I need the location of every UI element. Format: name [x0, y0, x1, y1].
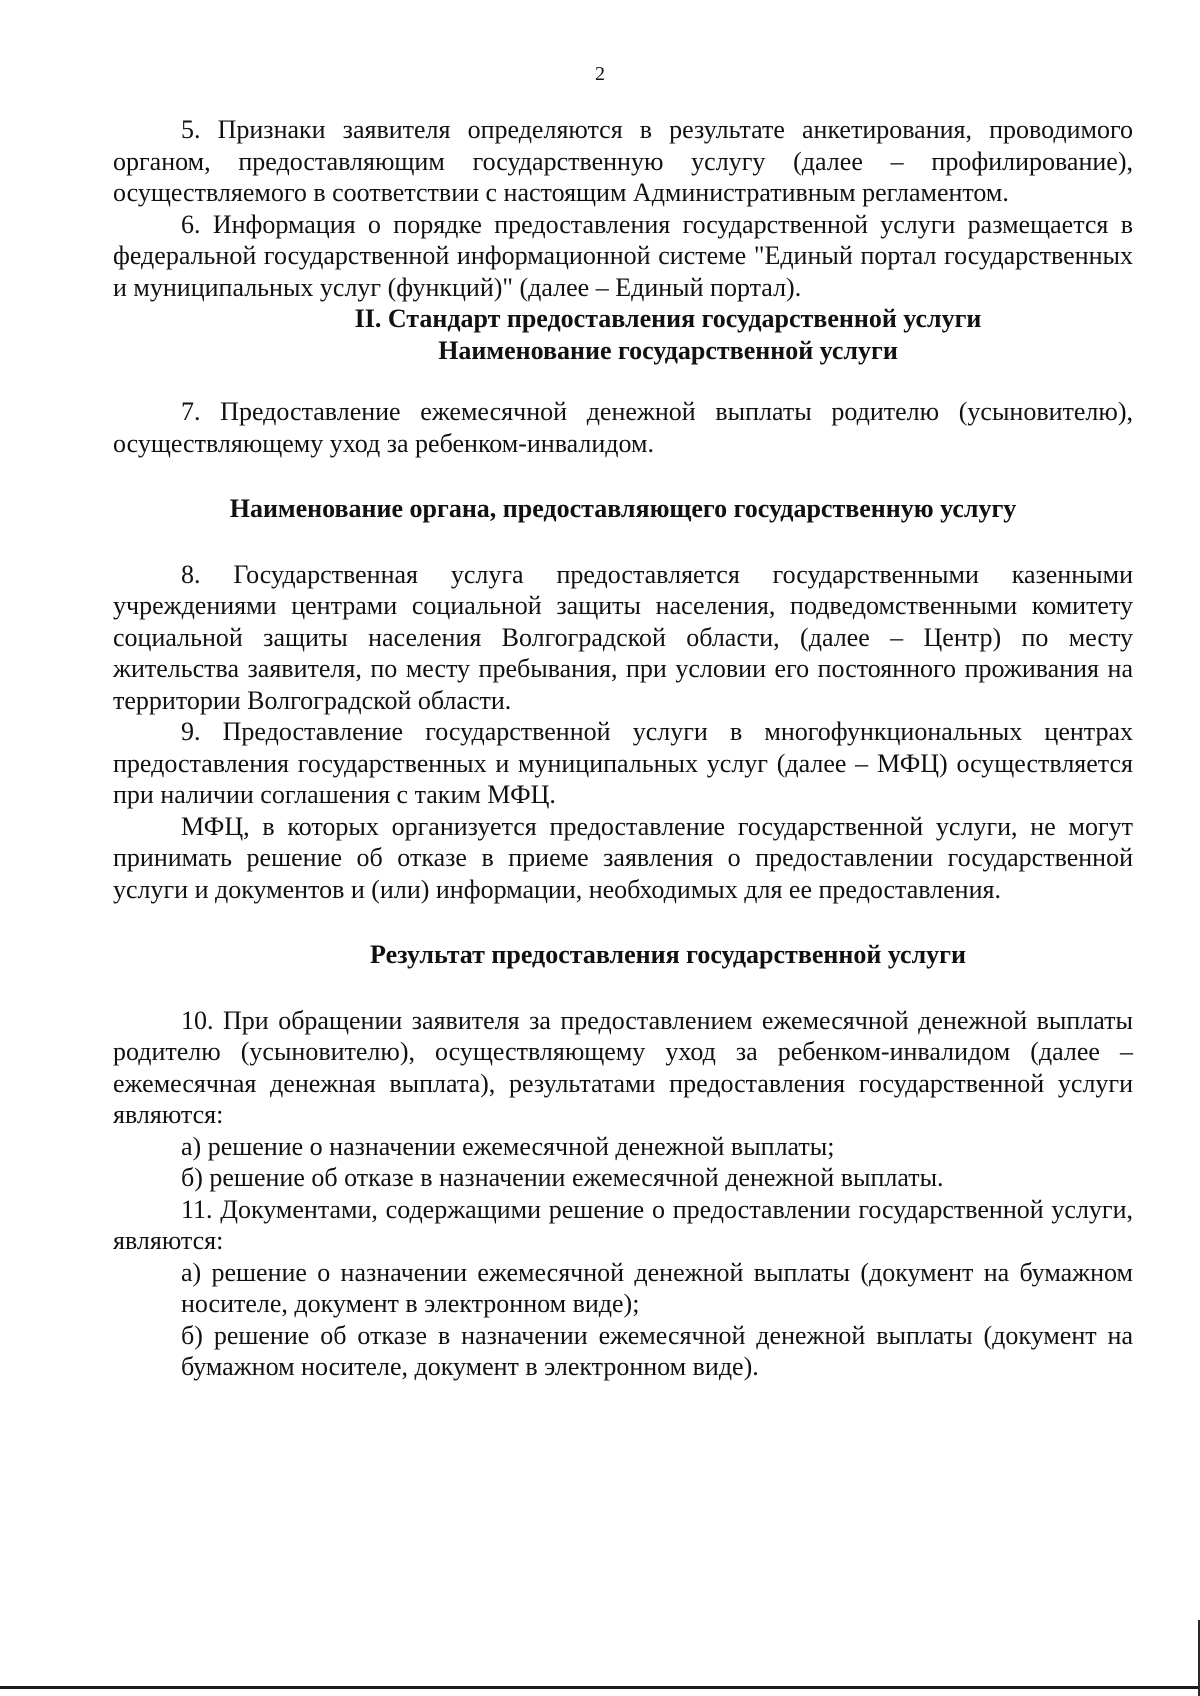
page-number: 2	[595, 63, 605, 85]
document-body	[113, 114, 1133, 1383]
subsection-heading-service-name: Наименование государственной услуги	[438, 335, 898, 365]
list-item-11b: б) решение об отказе в назначении ежемесячной денежной выплаты (документ на бумажном носителе, документ в электронном виде).	[181, 1320, 1133, 1381]
list-item-11a: а) решение о назначении ежемесячной денежной выплаты (документ на бумажном носителе, документ в электронном виде);	[181, 1257, 1133, 1318]
paragraph-9: 9. Предоставление государственной услуги в многофункциональных центрах предоставления государственных и муниципальных услуг (далее – МФЦ) осуществляется при наличии соглашения с таким МФЦ.	[113, 717, 1133, 809]
paragraph-11: 11. Документами, содержащими решение о предоставлении государственной услуги, являются:	[113, 1194, 1133, 1255]
paragraph-10: 10. При обращении заявителя за предоставлением ежемесячной денежной выплаты родителю (усыновителю), осуществляющему уход за ребенком-инвалидом (далее – ежемесячная денежная выплата), результатами предоставления государственной услуги являются:	[113, 1005, 1133, 1129]
paragraph-8: 8. Государственная услуга предоставляется государственными казенными учреждениями центрами социальной защиты населения, подведомственными комитету социальной защиты населения Волгоградской области, (далее – Центр) по месту жительства заявителя, по месту пребывания, при условии его постоянного проживания на территории Волгоградской области.	[113, 559, 1133, 715]
subsection-heading-authority: Наименование органа, предоставляющего государственную услугу	[229, 494, 1017, 523]
section-heading: II. Стандарт предоставления государственной услуги	[354, 304, 982, 333]
paragraph-7: 7. Предоставление ежемесячной денежной выплаты родителю (усыновителю), осуществляющему уход за ребенком-инвалидом.	[113, 397, 1133, 458]
list-item-10a: а) решение о назначении ежемесячной денежной выплаты;	[181, 1131, 835, 1161]
paragraph-5: 5. Признаки заявителя определяются в результате анкетирования, проводимого органом, предоставляющим государственную услугу (далее – профилирование), осуществляемого в соответствии с настоящим Административным регламентом.	[113, 115, 1133, 207]
paragraph-6: 6. Информация о порядке предоставления государственной услуги размещается в федеральной государственной информационной системе "Единый портал государственных и муниципальных услуг (функций)" (далее – Единый портал).	[113, 209, 1133, 302]
scan-edge-bottom	[0, 1686, 1200, 1689]
paragraph-9-continued: МФЦ, в которых организуется предоставление государственной услуги, не могут принимать решение об отказе в приеме заявления о предоставлении государственной услуги и документов и (или) информации, необходимых для ее предоставления.	[113, 811, 1133, 904]
list-item-10b: б) решение об отказе в назначении ежемесячной денежной выплаты.	[181, 1163, 944, 1192]
subsection-heading-result: Результат предоставления государственной услуги	[370, 940, 966, 969]
